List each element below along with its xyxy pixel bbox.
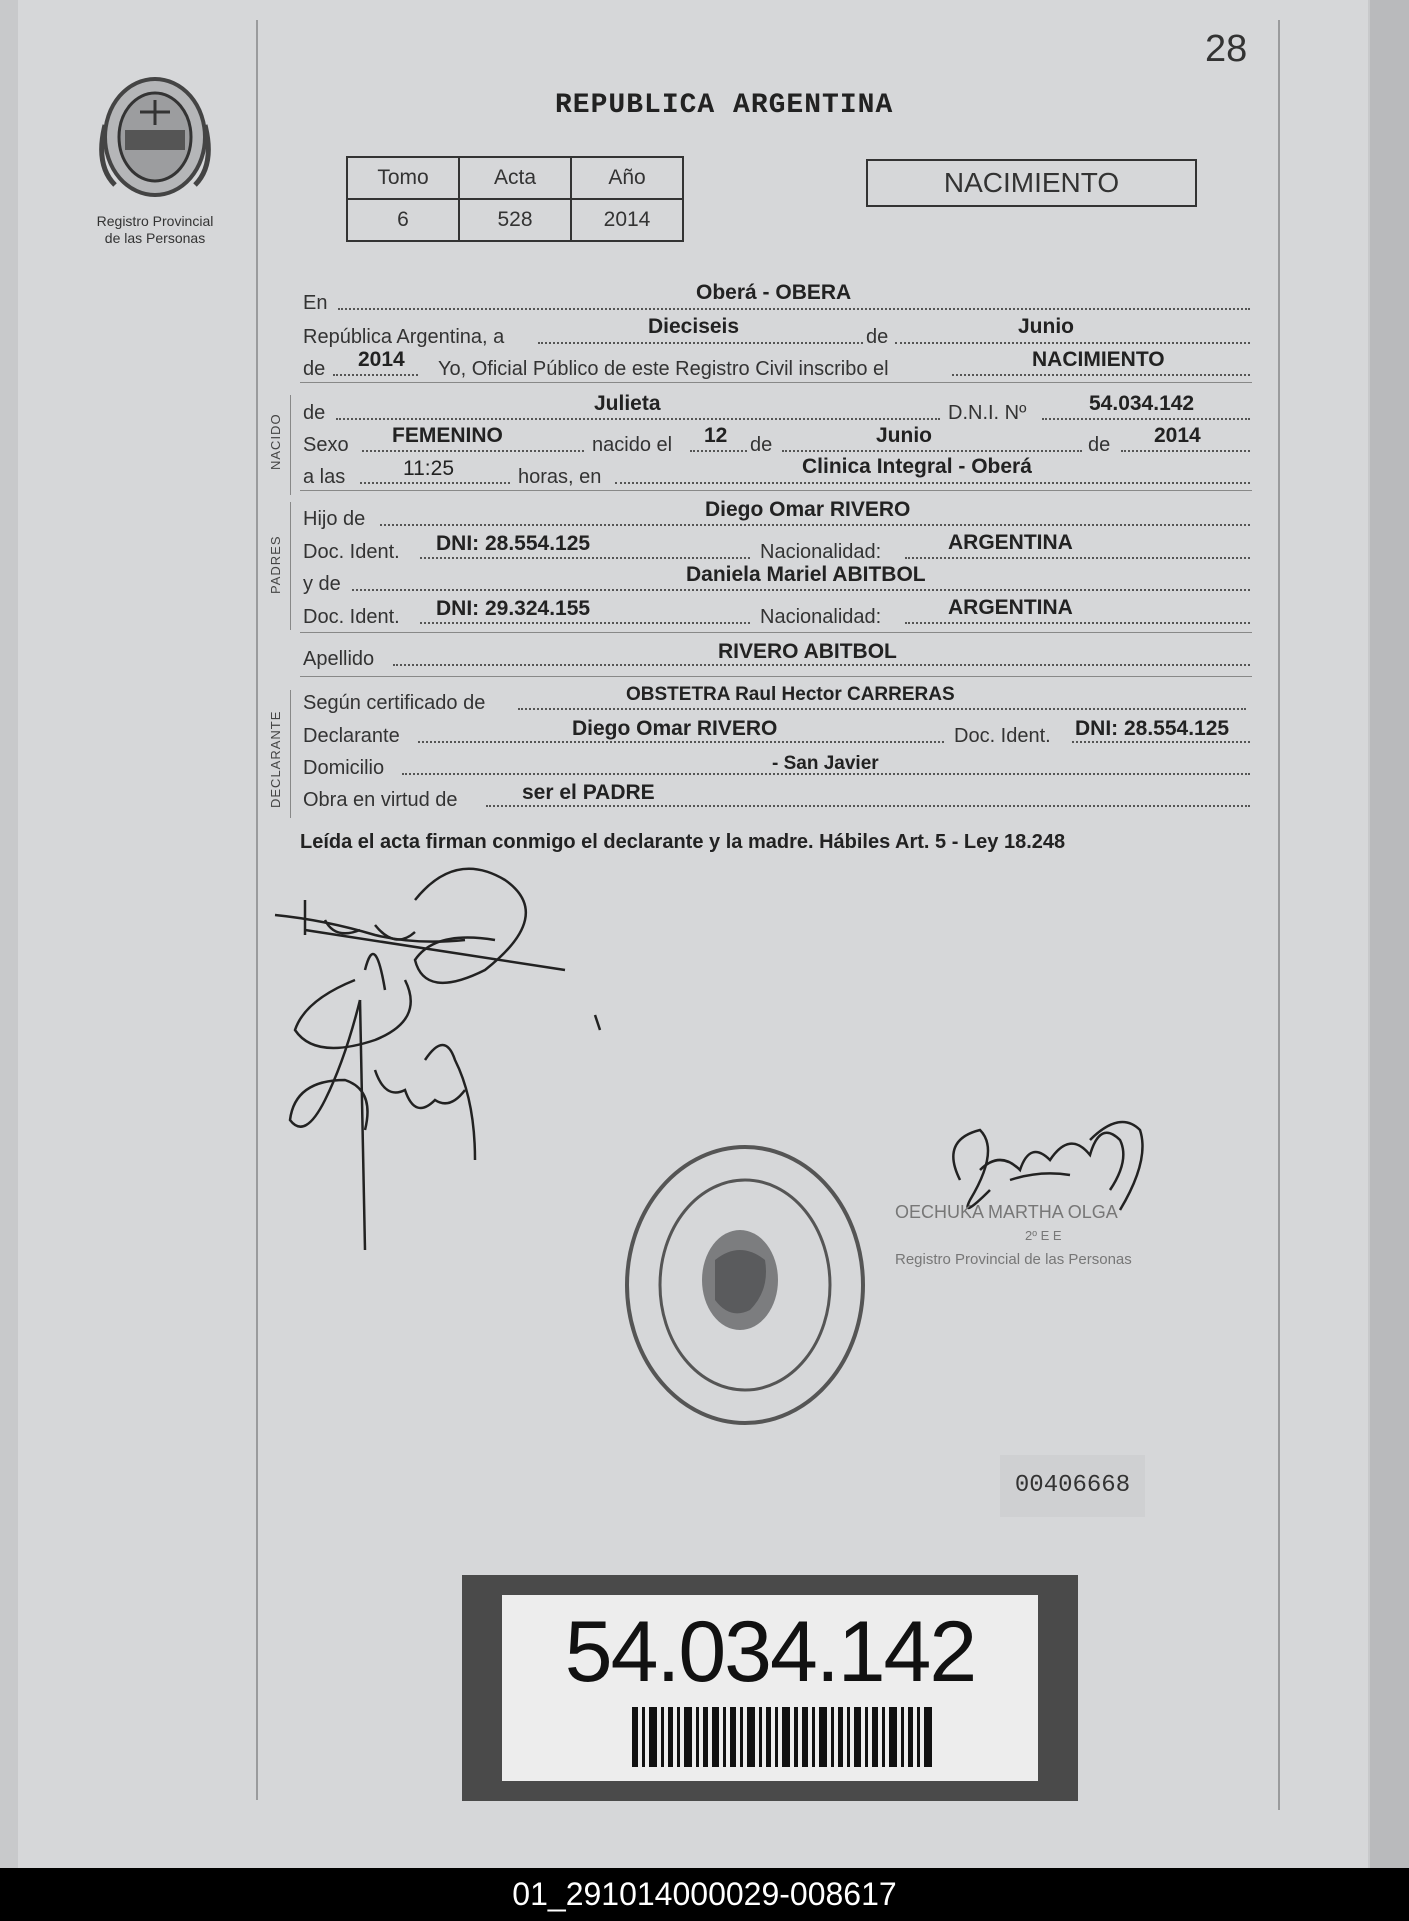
barcode-sticker-inner — [502, 1595, 1038, 1781]
nacido-de-label-3: de — [1088, 434, 1111, 456]
mes-dotted-line — [895, 342, 1250, 344]
nacido-dia-value: 12 — [704, 424, 728, 447]
certificado-label: Según certificado de — [303, 692, 486, 714]
madre-nac-label: Nacionalidad: — [760, 606, 882, 628]
padre-nac-dotted-line — [905, 557, 1250, 559]
registry-round-stamp — [620, 1140, 870, 1430]
dni-dotted-line — [1042, 418, 1250, 420]
logo-caption-line2: de las Personas — [104, 230, 206, 246]
registry-value-anio: 2014 — [571, 199, 683, 241]
nacido-side-label: NACIDO — [268, 413, 283, 470]
nacido-mes-dotted-line — [782, 450, 1082, 452]
hora-dotted-line — [360, 482, 510, 484]
republica-label: República Argentina, a — [303, 326, 505, 348]
section-separator — [300, 632, 1252, 633]
padres-side-label: PADRES — [268, 535, 283, 594]
registry-table — [346, 156, 684, 242]
lugar-value: Clinica Integral - Oberá — [802, 455, 1032, 478]
apellido-label: Apellido — [303, 648, 375, 670]
obra-label: Obra en virtud de — [303, 789, 458, 811]
logo-caption — [70, 213, 240, 247]
nacido-el-label: nacido el — [592, 434, 673, 456]
declarante-label: Declarante — [303, 725, 400, 747]
registry-header-anio: Año — [571, 157, 683, 199]
inscribo-value: NACIMIENTO — [1032, 348, 1165, 371]
logo-caption-line1: Registro Provincial — [96, 213, 214, 229]
madre-doc-label: Doc. Ident. — [303, 606, 400, 628]
de-label-1: de — [866, 326, 889, 348]
page-edge-strip — [1370, 0, 1409, 1868]
nombre-value: Julieta — [594, 392, 661, 415]
province-seal-logo — [95, 75, 215, 205]
section-separator — [300, 490, 1252, 491]
official-name-line3: Registro Provincial de las Personas — [895, 1251, 1132, 1268]
control-number: 00406668 — [1000, 1455, 1145, 1517]
sexo-value: FEMENINO — [392, 424, 503, 447]
y-de-label: y de — [303, 573, 341, 595]
padre-doc-value: DNI: 28.554.125 — [436, 532, 591, 555]
sexo-dotted-line — [362, 450, 584, 452]
a-las-label: a las — [303, 466, 346, 488]
page-number: 28 — [1205, 28, 1248, 70]
nacido-dia-dotted-line — [690, 450, 747, 452]
registry-header-acta: Acta — [459, 157, 571, 199]
declarante-doc-label: Doc. Ident. — [954, 725, 1051, 747]
inscribo-dotted-line — [952, 374, 1250, 376]
section-separator — [300, 382, 1252, 383]
declarante-side-rule — [290, 690, 291, 818]
declarante-side-label: DECLARANTE — [268, 710, 283, 808]
nacido-mes-value: Junio — [876, 424, 932, 447]
left-margin-line — [256, 20, 258, 1800]
domicilio-value: - San Javier — [772, 753, 879, 774]
padre-doc-label: Doc. Ident. — [303, 541, 400, 563]
hijo-de-label: Hijo de — [303, 508, 366, 530]
right-margin-line — [1278, 20, 1280, 1810]
de-label-2: de — [303, 358, 326, 380]
horas-en-label: horas, en — [518, 466, 602, 488]
official-name-line1: OECHUKA MARTHA OLGA — [895, 1202, 1118, 1222]
en-label: En — [303, 292, 328, 314]
padre-nac-label: Nacionalidad: — [760, 541, 882, 563]
closing-statement: Leída el acta firman conmigo el declarante y la madre. Hábiles Art. 5 - Ley 18.248 — [300, 831, 1066, 853]
madre-nac-value: ARGENTINA — [948, 596, 1073, 619]
declarante-doc-dotted-line — [1072, 741, 1250, 743]
certificado-value: OBSTETRA Raul Hector CARRERAS — [626, 684, 955, 705]
domicilio-label: Domicilio — [303, 757, 385, 779]
declarante-dotted-line — [418, 741, 944, 743]
dia-value: Dieciseis — [648, 315, 740, 338]
section-separator — [300, 676, 1252, 677]
sexo-label: Sexo — [303, 434, 349, 456]
nacido-de-label: de — [303, 402, 326, 424]
registry-value-acta: 528 — [459, 199, 571, 241]
record-type-box: NACIMIENTO — [866, 159, 1197, 207]
madre-dotted-line — [352, 589, 1250, 591]
barcode-bars — [632, 1707, 932, 1767]
nacido-side-rule — [290, 395, 291, 495]
madre-doc-dotted-line — [420, 622, 750, 624]
padre-value: Diego Omar RIVERO — [705, 498, 911, 521]
declarant-signature — [265, 860, 605, 1250]
barcode-number: 54.034.142 — [564, 1604, 976, 1700]
obra-value: ser el PADRE — [522, 781, 655, 804]
lugar-dotted-line — [615, 482, 1250, 484]
apellido-value: RIVERO ABITBOL — [718, 640, 897, 663]
declarante-doc-value: DNI: 28.554.125 — [1075, 717, 1230, 740]
declarante-value: Diego Omar RIVERO — [572, 717, 778, 740]
dia-dotted-line — [538, 342, 863, 344]
mes-value: Junio — [1018, 315, 1074, 338]
en-dotted-line — [338, 308, 1250, 310]
obra-dotted-line — [486, 805, 1250, 807]
en-value: Oberá - OBERA — [696, 281, 852, 304]
nacido-de-label-2: de — [750, 434, 773, 456]
certificado-dotted-line — [518, 708, 1246, 710]
anio-value: 2014 — [358, 348, 405, 371]
barcode-sticker — [462, 1575, 1078, 1801]
dni-value: 54.034.142 — [1089, 392, 1195, 415]
dni-label: D.N.I. Nº — [948, 402, 1027, 424]
padre-dotted-line — [380, 524, 1250, 526]
madre-nac-dotted-line — [905, 622, 1250, 624]
padre-nac-value: ARGENTINA — [948, 531, 1073, 554]
nacido-anio-value: 2014 — [1154, 424, 1201, 447]
padres-side-rule — [290, 502, 291, 630]
official-name-line2: 2º E E — [1025, 1228, 1062, 1243]
document-title: REPUBLICA ARGENTINA — [555, 90, 894, 121]
madre-doc-value: DNI: 29.324.155 — [436, 597, 591, 620]
registry-header-tomo: Tomo — [347, 157, 459, 199]
nacido-anio-dotted-line — [1121, 450, 1250, 452]
madre-value: Daniela Mariel ABITBOL — [686, 563, 926, 586]
padre-doc-dotted-line — [420, 557, 750, 559]
apellido-dotted-line — [393, 664, 1250, 666]
official-name-stamp — [895, 1200, 1132, 1272]
scan-footer-id: 01_291014000029-008617 — [0, 1868, 1409, 1921]
nombre-dotted-line — [336, 418, 940, 420]
hora-value: 11:25 — [403, 457, 454, 480]
registry-value-tomo: 6 — [347, 199, 459, 241]
anio-dotted-line — [333, 374, 418, 376]
yo-text: Yo, Oficial Público de este Registro Civil inscribo el — [438, 358, 889, 380]
